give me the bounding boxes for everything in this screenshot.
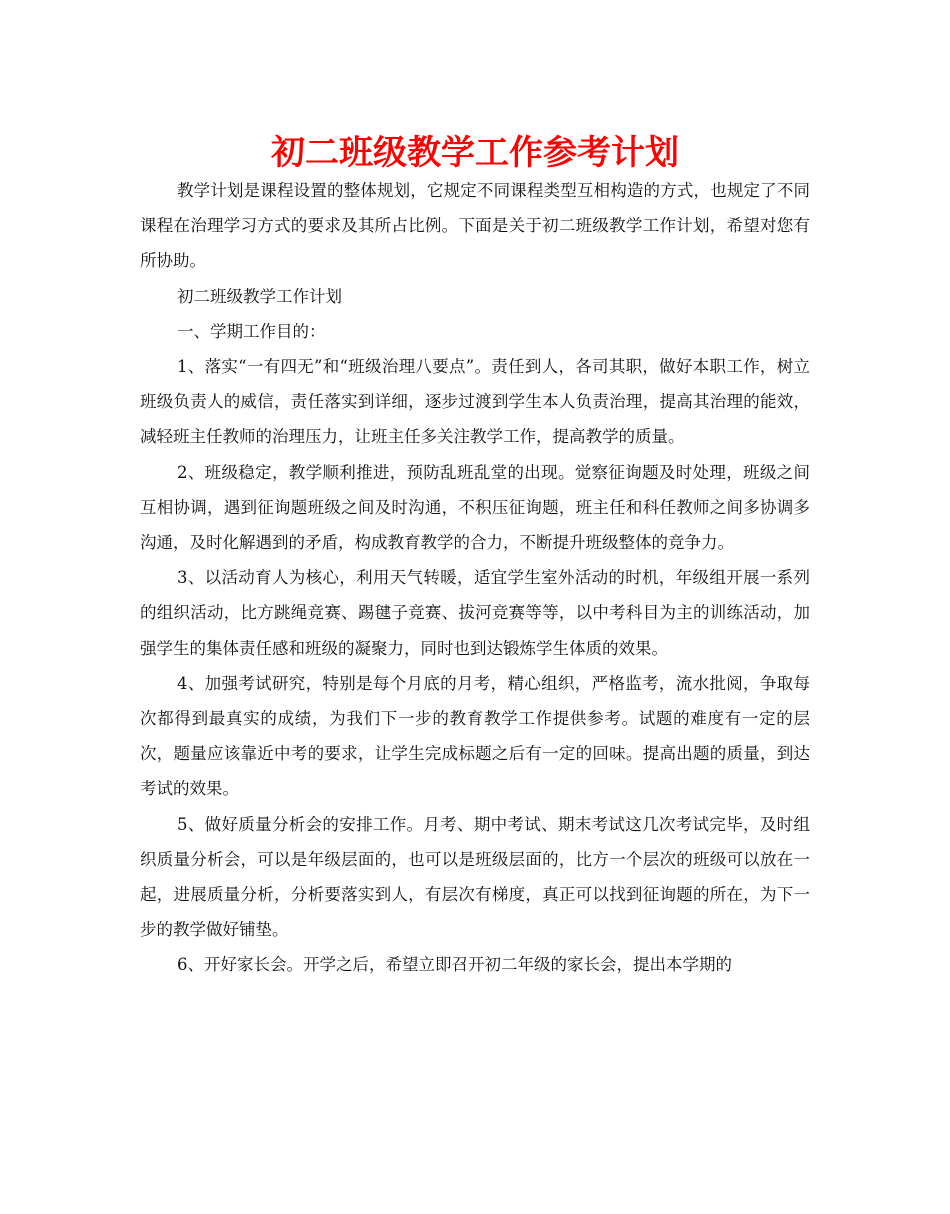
paragraph-item-5: 5、做好质量分析会的安排工作。月考、期中考试、期末考试这几次考试完毕，及时组织质量分析会，可以是年级层面的，也可以是班级层面的，比方一个层次的班级可以放在一起，进展质量分析，分析要落实到人，有层次有梯度，真正可以找到征询题的所在，为下一步的教学做好铺垫。 [140, 814, 810, 940]
document-title: 初二班级教学工作参考计划 [271, 133, 679, 173]
paragraph-item-4: 4、加强考试研究，特别是每个月底的月考，精心组织，严格监考，流水批阅，争取每次都得到最真实的成绩，为我们下一步的教育教学工作提供参考。试题的难度有一定的层次，题量应该靠近中考的要求，让学生完成标题之后有一定的回味。提高出题的质量，到达考试的效果。 [140, 673, 810, 799]
paragraph-subtitle: 初二班级教学工作计划 [177, 286, 342, 306]
paragraph-item-1: 1、落实“一有四无”和“班级治理八要点”。责任到人，各司其职，做好本职工作，树立班级负责人的威信，责任落实到详细，逐步过渡到学生本人负责治理，提高其治理的能效，减轻班主任教师的治理压力，让班主任多关注教学工作，提高教学的质量。 [140, 357, 810, 447]
paragraph-item-3: 3、以活动育人为核心，利用天气转暖，适宜学生室外活动的时机，年级组开展一系列的组织活动，比方跳绳竞赛、踢毽子竞赛、拔河竞赛等等，以中考科目为主的训练活动，加强学生的集体责任感和班级的凝聚力，同时也到达锻炼学生体质的效果。 [140, 568, 810, 658]
paragraph-item-6: 6、开好家长会。开学之后，希望立即召开初二年级的家长会，提出本学期的 [177, 955, 732, 975]
document-body [140, 173, 810, 983]
paragraph-intro: 教学计划是课程设置的整体规划，它规定不同课程类型互相构造的方式，也规定了不同课程在治理学习方式的要求及其所占比例。下面是关于初二班级教学工作计划，希望对您有所协助。 [140, 181, 810, 271]
document-page [140, 0, 810, 983]
paragraph-item-2: 2、班级稳定，教学顺利推进，预防乱班乱堂的出现。觉察征询题及时处理，班级之间互相协调，遇到征询题班级之间及时沟通，不积压征询题，班主任和科任教师之间多协调多沟通，及时化解遇到的矛盾，构成教育教学的合力，不断提升班级整体的竞争力。 [140, 462, 810, 553]
section-heading-goals: 一、学期工作目的： [177, 321, 326, 341]
